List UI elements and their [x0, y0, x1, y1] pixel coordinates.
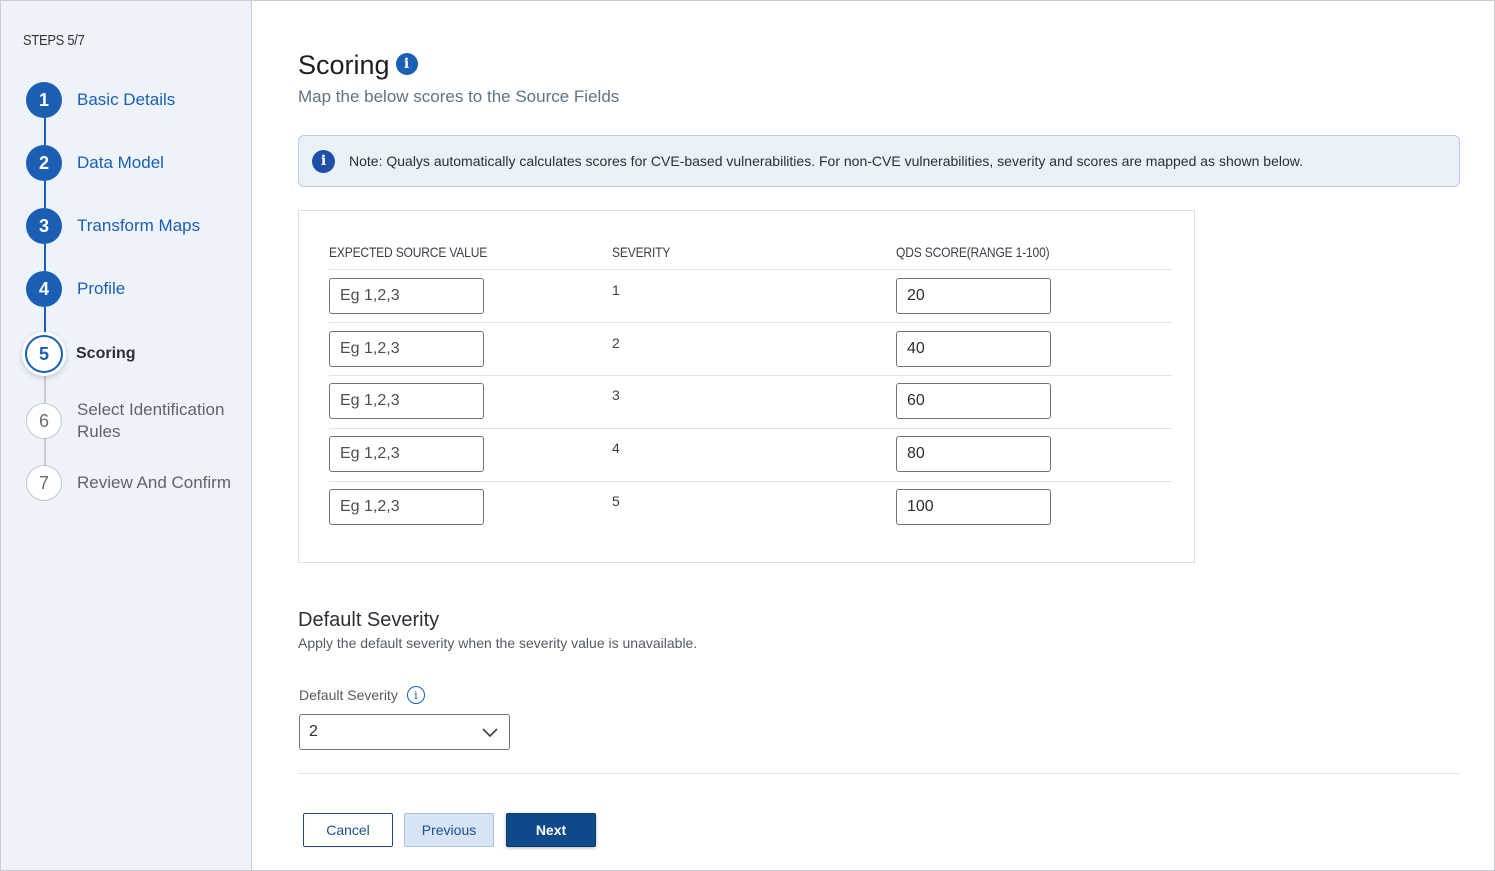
step-transform-maps[interactable] [26, 208, 200, 244]
step-number: 5 [25, 335, 63, 373]
step-number: 1 [26, 82, 62, 118]
info-note [298, 135, 1460, 187]
page-title: Scoring [298, 50, 390, 80]
table-divider [329, 481, 1172, 482]
severity-value: 4 [612, 440, 620, 456]
expected-source-value-input[interactable] [329, 278, 484, 314]
qds-score-input[interactable] [896, 489, 1051, 525]
column-header-expected-source-value: EXPECTED SOURCE VALUE [329, 244, 488, 260]
severity-value: 1 [612, 282, 620, 298]
title-row [298, 50, 418, 81]
column-header-severity: SEVERITY [612, 244, 671, 260]
step-profile[interactable] [26, 271, 125, 307]
qds-score-input[interactable] [896, 383, 1051, 419]
default-severity-selected-value: 2 [309, 723, 318, 740]
chevron-down-icon [481, 723, 499, 741]
next-button[interactable]: Next [506, 813, 596, 847]
severity-value: 5 [612, 493, 620, 509]
default-severity-label [299, 686, 425, 704]
footer-divider [298, 773, 1460, 774]
table-divider [329, 428, 1172, 429]
step-label: Review And Confirm [77, 473, 232, 492]
severity-value: 2 [612, 335, 620, 351]
page-subtitle: Map the below scores to the Source Fields [298, 87, 620, 106]
step-select-identification-rules[interactable] [26, 399, 242, 443]
step-number: 2 [26, 145, 62, 181]
table-divider [329, 322, 1172, 323]
expected-source-value-input[interactable] [329, 331, 484, 367]
column-header-qds-score: QDS SCORE(RANGE 1-100) [896, 244, 1050, 260]
step-connector [44, 181, 46, 208]
expected-source-value-input[interactable] [329, 383, 484, 419]
step-review-and-confirm[interactable] [26, 465, 231, 501]
note-text: Note: Qualys automatically calculates scores for CVE-based vulnerabilities. For non-CVE vulnerabilities, severity and scores are mapped as shown below. [349, 153, 1304, 169]
steps-count: STEPS 5/7 [23, 32, 85, 49]
default-severity-heading: Default Severity [298, 609, 440, 631]
step-number: 7 [26, 465, 62, 501]
expected-source-value-input[interactable] [329, 489, 484, 525]
default-severity-description: Apply the default severity when the severity value is unavailable. [298, 635, 698, 651]
step-label: Scoring [76, 345, 136, 362]
previous-button[interactable]: Previous [404, 813, 494, 847]
info-icon: i [312, 150, 335, 173]
table-divider [329, 269, 1172, 270]
step-connector [44, 307, 46, 335]
wizard-sidebar [1, 1, 252, 870]
step-basic-details[interactable] [26, 82, 175, 118]
default-severity-label-text: Default Severity [299, 687, 398, 703]
qds-score-input[interactable] [896, 331, 1051, 367]
qds-score-input[interactable] [896, 436, 1051, 472]
step-label: Transform Maps [77, 216, 201, 235]
qds-score-input[interactable] [896, 278, 1051, 314]
info-icon[interactable]: i [407, 686, 425, 704]
main-content [253, 1, 1494, 870]
expected-source-value-input[interactable] [329, 436, 484, 472]
step-data-model[interactable] [26, 145, 164, 181]
step-number: 4 [26, 271, 62, 307]
cancel-button[interactable]: Cancel [303, 813, 393, 847]
step-connector [44, 244, 46, 271]
info-icon[interactable]: i [396, 53, 418, 75]
step-label: Data Model [77, 153, 164, 172]
step-number: 3 [26, 208, 62, 244]
severity-value: 3 [612, 387, 620, 403]
step-number: 6 [26, 403, 62, 439]
step-scoring[interactable] [25, 335, 136, 373]
step-connector [44, 118, 46, 145]
step-label: Profile [77, 279, 126, 298]
step-label: Basic Details [77, 90, 176, 109]
step-label: Select Identification Rules [77, 400, 225, 441]
default-severity-select[interactable] [299, 714, 510, 750]
table-divider [329, 375, 1172, 376]
